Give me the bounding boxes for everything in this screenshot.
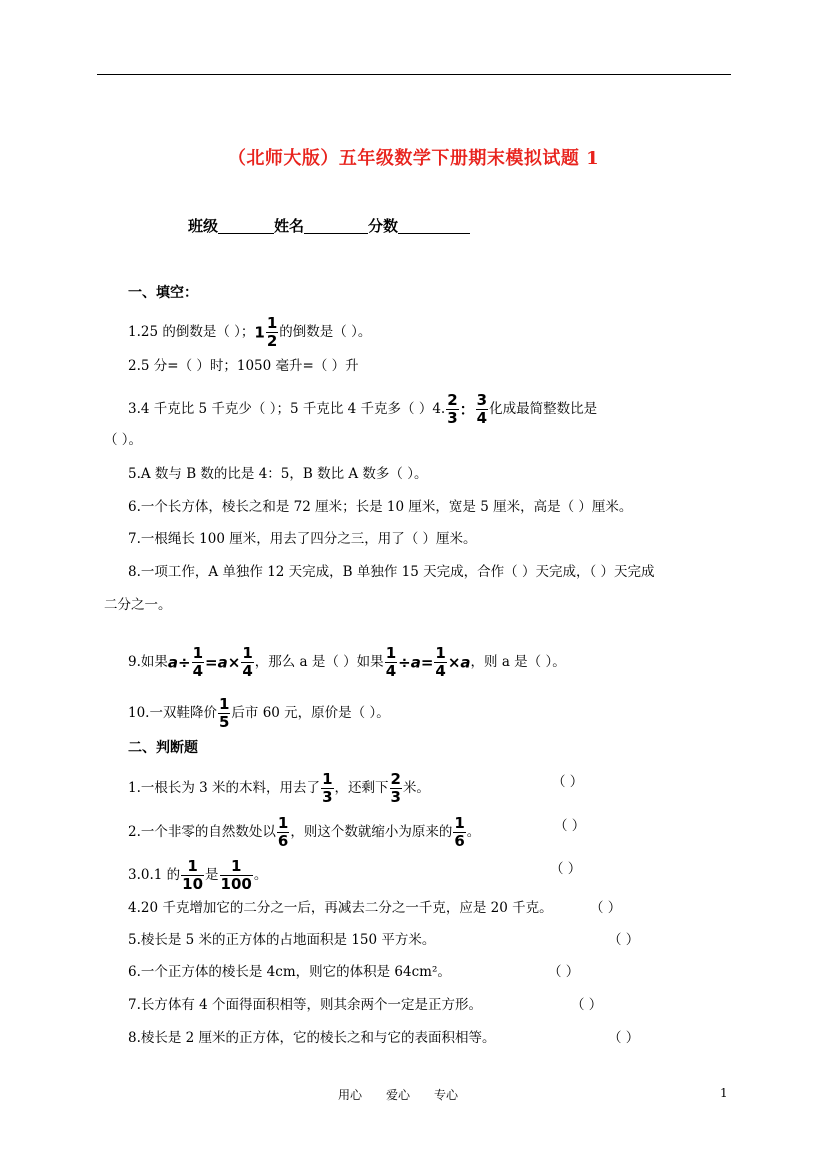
variable-a: a [217,653,228,672]
judge-3 [128,859,267,892]
question-6: 6.一个长方体，棱长之和是 72 厘米；长是 10 厘米，宽是 5 厘米，高是（ ）厘米。 [128,499,633,515]
fraction [218,697,230,730]
footer-motto [338,1086,482,1103]
numerator: 2 [390,770,401,788]
denominator: 4 [385,662,397,680]
question-text: ，则这个数就缩小为原来的 [290,824,453,840]
answer-paren[interactable]: （ ） [552,774,584,790]
name-blank[interactable] [304,217,368,234]
variable-a: a [167,653,179,672]
answer-paren[interactable]: （ ） [608,932,640,948]
fraction [277,816,289,849]
denominator: 10 [182,875,204,893]
variable-a: a [410,653,421,672]
question-text: 1.一根长为 3 米的木料，用去了 [128,780,321,796]
footer-item: 专心 [434,1088,459,1102]
question-2: 2.5 分=（ ）时；1050 毫升=（ ）升 [128,358,359,374]
fraction [446,393,458,426]
question-5: 5.A 数与 B 数的比是 4：5，B 数比 A 数多（ ）。 [128,466,428,482]
mixed-number-whole: 1 [254,323,265,342]
page-number: 1 [720,1086,728,1100]
section-fill-blank-heading: 一、填空： [128,285,198,301]
equals-sign: = [420,653,434,672]
question-text: 。 [466,824,481,840]
denominator: 3 [390,788,401,806]
numerator: 1 [322,770,333,788]
question-3-4 [128,393,597,426]
equals-sign: = [205,653,218,672]
times-sign: × [227,653,241,672]
question-text: 。 [253,867,268,883]
times-sign: × [447,653,461,672]
answer-paren[interactable]: （ ） [608,1030,640,1046]
question-text: 9.如果 [128,654,168,670]
numerator: 1 [435,644,446,662]
denominator: 5 [218,713,230,731]
fraction [192,646,204,679]
denominator: 6 [277,832,289,850]
divide-sign: ÷ [178,653,191,672]
page-title: （北师大版）五年级数学下册期末模拟试题 1 [227,148,600,169]
judge-1 [128,772,430,805]
numerator: 1 [454,814,465,832]
judge-2 [128,816,480,849]
question-text: 化成最简整数比是 [489,401,598,417]
header-rule [97,74,731,75]
denominator: 3 [322,788,333,806]
numerator: 1 [266,314,278,332]
fraction [385,646,397,679]
class-blank[interactable] [218,217,274,234]
denominator: 4 [242,662,253,680]
fraction [453,816,465,849]
judge-6: 6.一个正方体的棱长是 4cm，则它的体积是 64cm²。 [128,964,451,980]
denominator: 4 [476,409,488,427]
question-text: 2.一个非零的自然数处以 [128,824,276,840]
fraction [220,859,253,892]
numerator: 1 [277,814,289,832]
fraction [390,772,402,805]
fraction [241,646,253,679]
answer-paren[interactable]: （ ） [590,900,622,916]
question-8: 8.一项工作，A 单独作 12 天完成，B 单独作 15 天完成，合作（ ）天完成，（ ）天完成 [128,564,655,580]
question-text: 1.25 的倒数是（ ）； [128,324,255,340]
score-label: 分数 [368,217,399,235]
name-label: 姓名 [274,217,305,235]
question-text: ，还剩下 [334,780,389,796]
question-text: 10.一双鞋降价 [128,705,217,721]
answer-paren[interactable]: （ ） [550,861,582,877]
question-text: 的倒数是（ ）。 [279,324,372,340]
answer-paren[interactable]: （ ） [571,997,603,1013]
numerator: 1 [385,644,397,662]
fraction [181,859,204,892]
class-label: 班级 [188,217,219,235]
variable-a: a [460,653,471,672]
question-text: 3.4 千克比 5 千克少（ ）；5 千克比 4 千克多（ ）4. [128,401,446,417]
judge-8: 8.棱长是 2 厘米的正方体，它的棱长之和与它的表面积相等。 [128,1030,496,1046]
question-text: ，那么 a 是（ ）如果 [254,654,384,670]
judge-7: 7.长方体有 4 个面得面积相等，则其余两个一定是正方形。 [128,997,483,1013]
question-10 [128,697,390,730]
fraction [476,393,488,426]
question-8-continuation: 二分之一。 [104,597,172,613]
answer-paren[interactable]: （ ） [554,818,586,834]
denominator: 6 [454,832,465,850]
numerator: 1 [187,857,198,875]
numerator: 1 [230,857,242,875]
question-text: ，则 a 是（ ）。 [470,654,566,670]
judge-5: 5.棱长是 5 米的正方体的占地面积是 150 平方米。 [128,932,436,948]
divide-sign: ÷ [398,653,411,672]
denominator: 2 [266,332,278,350]
footer-item: 爱心 [386,1088,411,1102]
answer-paren[interactable]: （ ） [548,964,580,980]
student-info-line [188,215,470,236]
score-blank[interactable] [398,217,470,234]
denominator: 100 [220,875,252,893]
question-text: 是 [205,867,219,883]
question-text: 米。 [402,780,430,796]
numerator: 1 [192,644,204,662]
question-4-continuation: （ ）。 [104,432,143,448]
numerator: 1 [242,644,253,662]
denominator: 3 [447,409,458,427]
denominator: 4 [192,662,204,680]
section-true-false-heading: 二、判断题 [128,740,198,756]
question-7: 7.一根绳长 100 厘米，用去了四分之三，用了（ ）厘米。 [128,531,477,547]
question-1 [128,316,371,349]
numerator: 2 [447,391,458,409]
question-text: 3.0.1 的 [128,867,181,883]
ratio-colon: ： [459,400,475,419]
footer-item: 用心 [338,1088,363,1102]
question-9 [128,646,566,679]
denominator: 4 [435,662,446,680]
numerator: 1 [218,695,230,713]
judge-4: 4.20 千克增加它的二分之一后，再减去二分之一千克，应是 20 千克。 [128,900,553,916]
fraction [321,772,333,805]
fraction [266,316,278,349]
question-text: 后市 60 元，原价是（ ）。 [231,705,390,721]
numerator: 3 [476,391,488,409]
fraction [434,646,446,679]
